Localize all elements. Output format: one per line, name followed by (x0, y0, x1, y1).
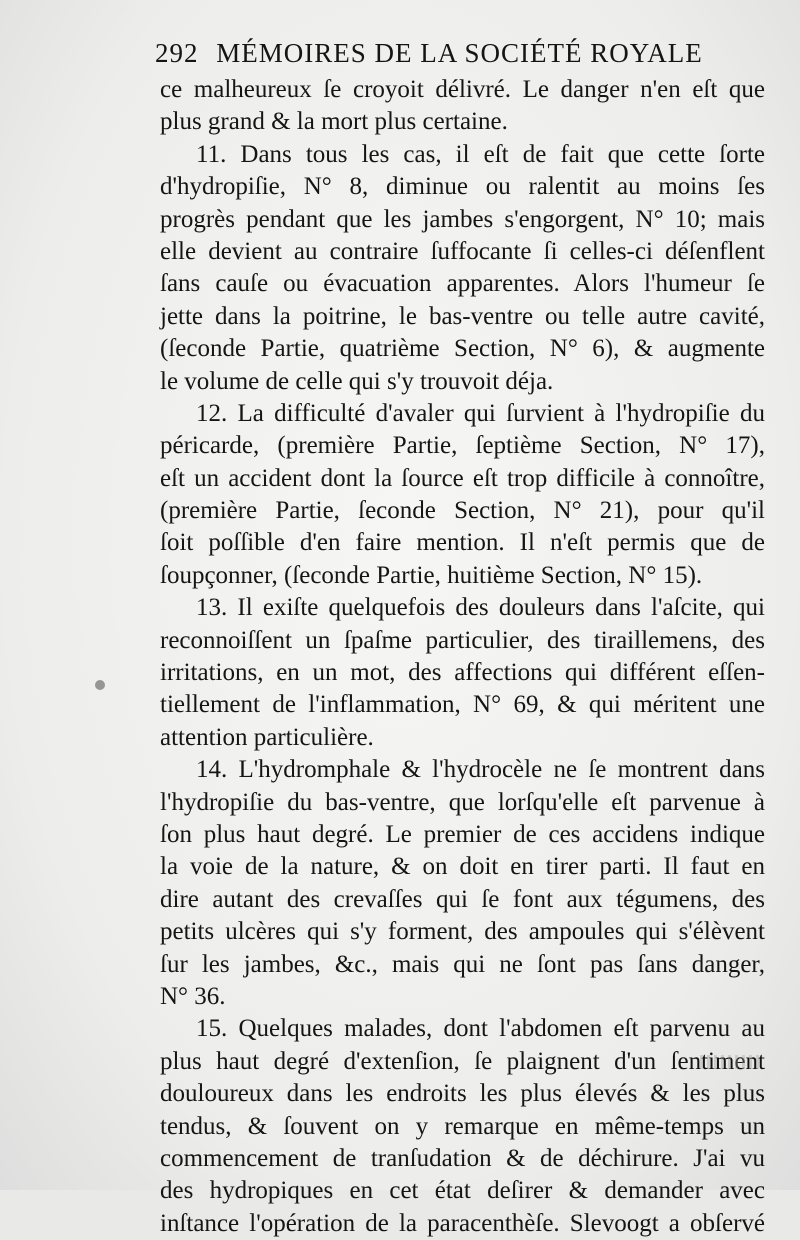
text-line: plus haut degré d'extenſion, ſe plaignent d'un ſentiment (160, 1047, 765, 1075)
text-line: 14. L'hydromphale & l'hydrocèle ne ſe montrent dans (196, 756, 765, 784)
text-line: des hydropiques en cet état deſirer & demander avec (160, 1177, 765, 1205)
text-line: petits ulcères qui s'y forment, des ampoules qui s'élèvent (160, 918, 765, 946)
text-line: progrès pendant que les jambes s'engorgent, N° 10; mais (160, 205, 765, 233)
text-line: eſt un accident dont la ſource eſt trop difficile à connoître, (160, 464, 765, 492)
text-line: 11. Dans tous les cas, il eſt de fait que cette ſorte (196, 140, 765, 168)
text-line: ſans cauſe ou évacuation apparentes. Alors l'humeur ſe (160, 270, 765, 298)
text-line: ce malheureux ſe croyoit délivré. Le danger n'en eſt que (160, 76, 765, 103)
text-line: l'hydropiſie du bas-ventre, que lorſqu'elle eſt parvenue à (160, 788, 765, 816)
text-line: irritations, en un mot, des affections qui différent eſſen- (160, 659, 765, 687)
ink-spot (95, 680, 105, 690)
text-line: (première Partie, ſeconde Section, N° 21), pour qu'il (160, 497, 765, 525)
text-line: inſtance l'opération de la paracenthèſe. Slevoogt a obſervé (160, 1209, 765, 1237)
text-line: plus grand & la mort plus certaine. (160, 108, 508, 136)
bleed-through-mark (700, 1055, 760, 1069)
text-line: 15. Quelques malades, dont l'abdomen eſt parvenu au (196, 1015, 765, 1043)
running-title: MÉMOIRES DE LA SOCIÉTÉ ROYALE (216, 38, 703, 68)
text-line: commencement de tranſudation & de déchirure. J'ai vu (160, 1144, 765, 1172)
text-line: 12. La difficulté d'avaler qui ſurvient à l'hydropiſie du (196, 399, 765, 427)
text-line: elle devient au contraire ſuffocante ſi celles-ci déſenflent (160, 237, 765, 265)
text-line: péricarde, (première Partie, ſeptième Section, N° 17), (160, 432, 765, 460)
page-header (155, 38, 775, 69)
text-line: ſon plus haut degré. Le premier de ces accidens indique (160, 820, 765, 848)
text-line: ſur les jambes, &c., mais qui ne ſont pas ſans danger, (160, 950, 765, 978)
page-number: 292 (155, 38, 199, 68)
text-line: d'hydropiſie, N° 8, diminue ou ralentit au moins ſes (160, 173, 765, 201)
body-text (160, 74, 765, 1240)
text-line: 13. Il exiſte quelquefois des douleurs dans l'aſcite, qui (196, 594, 765, 622)
text-line: ſoupçonner, (ſeconde Partie, huitième Section, N° 15). (160, 561, 703, 589)
text-line: douloureux dans les endroits les plus élevés & les plus (160, 1080, 765, 1108)
text-line: ſoit poſſible d'en faire mention. Il n'eſt permis que de (160, 529, 765, 557)
text-line: tendus, & ſouvent on y remarque en même-temps un (160, 1112, 765, 1140)
text-line: jette dans la poitrine, le bas-ventre ou telle autre cavité, (160, 302, 765, 330)
text-line: tiellement de l'inflammation, N° 69, & qui méritent une (160, 691, 765, 719)
text-line: reconnoiſſent un ſpaſme particulier, des tiraillemens, des (160, 626, 765, 654)
text-line: attention particulière. (160, 723, 374, 751)
text-line: le volume de celle qui s'y trouvoit déja. (160, 367, 554, 395)
text-line: N° 36. (160, 982, 226, 1010)
text-line: la voie de la nature, & on doit en tirer parti. Il faut en (160, 853, 765, 881)
text-line: dire autant des crevaſſes qui ſe font aux tégumens, des (160, 885, 765, 913)
text-line: (ſeconde Partie, quatrième Section, N° 6), & augmente (160, 335, 765, 363)
